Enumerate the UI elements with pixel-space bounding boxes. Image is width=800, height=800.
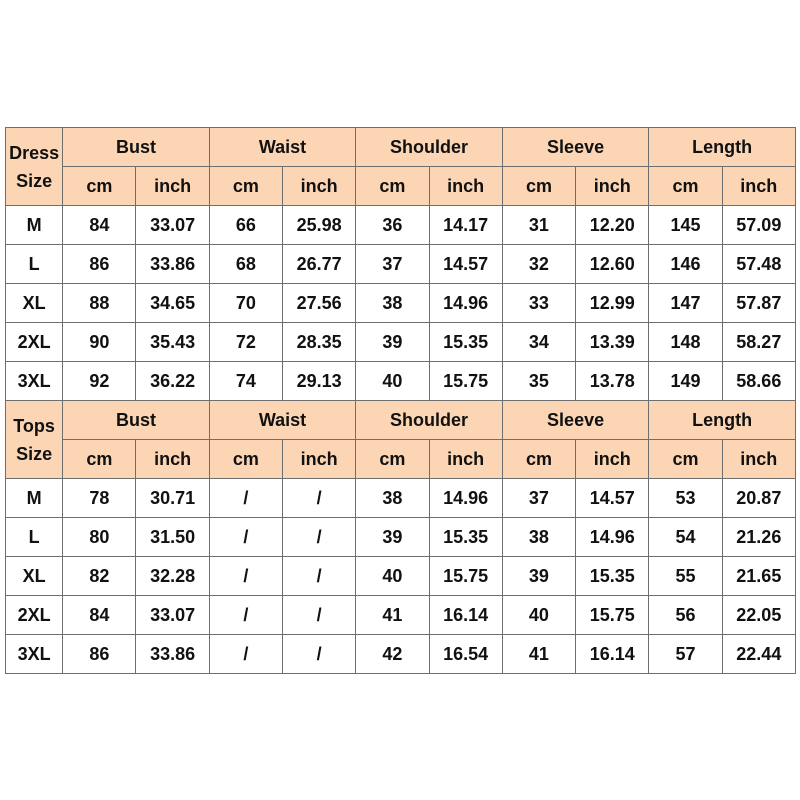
measurement-cell: 33.86 [136, 635, 209, 674]
measurement-cell: 72 [209, 323, 282, 362]
measurement-cell: 41 [502, 635, 575, 674]
unit-header: cm [502, 440, 575, 479]
measurement-group-header: Sleeve [502, 128, 649, 167]
size-cell: 2XL [6, 596, 63, 635]
measurement-group-header: Bust [63, 401, 210, 440]
measurement-cell: 56 [649, 596, 722, 635]
measurement-cell: 14.17 [429, 206, 502, 245]
measurement-cell: 70 [209, 284, 282, 323]
measurement-cell: 12.20 [576, 206, 649, 245]
table-row [6, 557, 796, 596]
unit-header: cm [63, 167, 136, 206]
table-row [6, 245, 796, 284]
measurement-cell: / [209, 479, 282, 518]
measurement-cell: 35 [502, 362, 575, 401]
measurement-cell: 84 [63, 206, 136, 245]
unit-header: inch [576, 440, 649, 479]
measurement-cell: 26.77 [283, 245, 356, 284]
measurement-cell: 28.35 [283, 323, 356, 362]
measurement-cell: 32 [502, 245, 575, 284]
measurement-cell: 27.56 [283, 284, 356, 323]
units-row [6, 167, 796, 206]
measurement-cell: 34.65 [136, 284, 209, 323]
measurement-cell: 86 [63, 245, 136, 284]
measurement-group-header: Shoulder [356, 401, 503, 440]
measurement-cell: 32.28 [136, 557, 209, 596]
measurement-cell: 40 [356, 557, 429, 596]
measurement-cell: 14.96 [429, 479, 502, 518]
measurement-cell: 37 [356, 245, 429, 284]
size-column-label [6, 128, 63, 206]
measurement-cell: / [283, 596, 356, 635]
table-row [6, 635, 796, 674]
measurement-cell: 41 [356, 596, 429, 635]
size-cell: 3XL [6, 635, 63, 674]
measurement-cell: 14.96 [429, 284, 502, 323]
measurement-cell: 58.27 [722, 323, 795, 362]
measurement-cell: / [209, 557, 282, 596]
measurement-cell: 15.35 [576, 557, 649, 596]
measurement-cell: 33 [502, 284, 575, 323]
measurement-cell: 80 [63, 518, 136, 557]
size-cell: XL [6, 284, 63, 323]
unit-header: inch [429, 167, 502, 206]
measurement-cell: 34 [502, 323, 575, 362]
measurement-cell: 15.75 [429, 557, 502, 596]
table-row [6, 206, 796, 245]
unit-header: cm [209, 440, 282, 479]
measurement-cell: 16.54 [429, 635, 502, 674]
size-label-line2: Size [16, 443, 53, 464]
measurement-cell: 31.50 [136, 518, 209, 557]
measurement-cell: 35.43 [136, 323, 209, 362]
size-cell: 3XL [6, 362, 63, 401]
measurement-group-header: Length [649, 128, 796, 167]
measurement-group-header: Shoulder [356, 128, 503, 167]
measurement-cell: / [283, 518, 356, 557]
measurement-cell: 90 [63, 323, 136, 362]
measurement-cell: 42 [356, 635, 429, 674]
measurement-cell: 36 [356, 206, 429, 245]
measurement-cell: 39 [356, 323, 429, 362]
size-cell: M [6, 479, 63, 518]
measurement-group-header: Waist [209, 128, 356, 167]
measurement-cell: 14.96 [576, 518, 649, 557]
measurement-cell: 37 [502, 479, 575, 518]
measurement-cell: 40 [502, 596, 575, 635]
section-header-row [6, 128, 796, 167]
measurement-cell: 12.60 [576, 245, 649, 284]
measurement-cell: 33.07 [136, 206, 209, 245]
measurement-cell: 38 [502, 518, 575, 557]
measurement-cell: 88 [63, 284, 136, 323]
measurement-group-header: Length [649, 401, 796, 440]
measurement-cell: / [209, 635, 282, 674]
measurement-cell: 20.87 [722, 479, 795, 518]
measurement-group-header: Bust [63, 128, 210, 167]
measurement-cell: 149 [649, 362, 722, 401]
measurement-cell: / [283, 557, 356, 596]
unit-header: inch [136, 440, 209, 479]
measurement-cell: 57.48 [722, 245, 795, 284]
measurement-group-header: Sleeve [502, 401, 649, 440]
measurement-cell: 14.57 [576, 479, 649, 518]
measurement-cell: 13.39 [576, 323, 649, 362]
measurement-cell: 145 [649, 206, 722, 245]
measurement-cell: 14.57 [429, 245, 502, 284]
measurement-cell: 82 [63, 557, 136, 596]
size-label-line1: Tops [13, 415, 55, 436]
size-column-label [6, 401, 63, 479]
unit-header: inch [722, 440, 795, 479]
measurement-cell: 57 [649, 635, 722, 674]
measurement-cell: 53 [649, 479, 722, 518]
measurement-cell: / [283, 479, 356, 518]
measurement-cell: 84 [63, 596, 136, 635]
measurement-cell: 22.44 [722, 635, 795, 674]
unit-header: inch [722, 167, 795, 206]
table-row [6, 284, 796, 323]
table-row [6, 596, 796, 635]
measurement-cell: / [209, 518, 282, 557]
table-row [6, 479, 796, 518]
unit-header: cm [63, 440, 136, 479]
unit-header: inch [136, 167, 209, 206]
unit-header: cm [649, 440, 722, 479]
measurement-cell: 38 [356, 284, 429, 323]
table-row [6, 518, 796, 557]
measurement-cell: 31 [502, 206, 575, 245]
measurement-cell: 78 [63, 479, 136, 518]
table-row [6, 323, 796, 362]
size-cell: 2XL [6, 323, 63, 362]
measurement-cell: 66 [209, 206, 282, 245]
measurement-cell: 12.99 [576, 284, 649, 323]
measurement-cell: 15.35 [429, 323, 502, 362]
measurement-cell: 16.14 [576, 635, 649, 674]
measurement-cell: 86 [63, 635, 136, 674]
measurement-cell: 13.78 [576, 362, 649, 401]
measurement-cell: 39 [502, 557, 575, 596]
table-row [6, 362, 796, 401]
measurement-cell: 15.35 [429, 518, 502, 557]
size-label-line2: Size [16, 170, 53, 191]
measurement-cell: 38 [356, 479, 429, 518]
measurement-cell: 36.22 [136, 362, 209, 401]
measurement-cell: 55 [649, 557, 722, 596]
unit-header: cm [356, 167, 429, 206]
measurement-cell: 39 [356, 518, 429, 557]
measurement-cell: 58.66 [722, 362, 795, 401]
measurement-cell: 74 [209, 362, 282, 401]
measurement-cell: 16.14 [429, 596, 502, 635]
measurement-cell: 68 [209, 245, 282, 284]
measurement-group-header: Waist [209, 401, 356, 440]
unit-header: inch [283, 440, 356, 479]
measurement-cell: 33.86 [136, 245, 209, 284]
units-row [6, 440, 796, 479]
unit-header: cm [209, 167, 282, 206]
unit-header: inch [283, 167, 356, 206]
measurement-cell: 40 [356, 362, 429, 401]
size-label-line1: Dress [9, 142, 60, 163]
measurement-cell: 22.05 [722, 596, 795, 635]
size-cell: L [6, 245, 63, 284]
unit-header: cm [356, 440, 429, 479]
unit-header: inch [576, 167, 649, 206]
measurement-cell: 21.65 [722, 557, 795, 596]
measurement-cell: 92 [63, 362, 136, 401]
section-header-row [6, 401, 796, 440]
unit-header: cm [502, 167, 575, 206]
measurement-cell: 30.71 [136, 479, 209, 518]
unit-header: cm [649, 167, 722, 206]
unit-header: inch [429, 440, 502, 479]
measurement-cell: / [209, 596, 282, 635]
measurement-cell: 25.98 [283, 206, 356, 245]
size-cell: XL [6, 557, 63, 596]
measurement-cell: 57.09 [722, 206, 795, 245]
size-cell: L [6, 518, 63, 557]
size-chart-table [5, 127, 796, 674]
measurement-cell: 57.87 [722, 284, 795, 323]
measurement-cell: 147 [649, 284, 722, 323]
measurement-cell: 29.13 [283, 362, 356, 401]
measurement-cell: 21.26 [722, 518, 795, 557]
measurement-cell: 33.07 [136, 596, 209, 635]
size-cell: M [6, 206, 63, 245]
measurement-cell: 54 [649, 518, 722, 557]
measurement-cell: 146 [649, 245, 722, 284]
measurement-cell: / [283, 635, 356, 674]
size-chart-body [6, 128, 796, 674]
measurement-cell: 15.75 [429, 362, 502, 401]
measurement-cell: 148 [649, 323, 722, 362]
measurement-cell: 15.75 [576, 596, 649, 635]
